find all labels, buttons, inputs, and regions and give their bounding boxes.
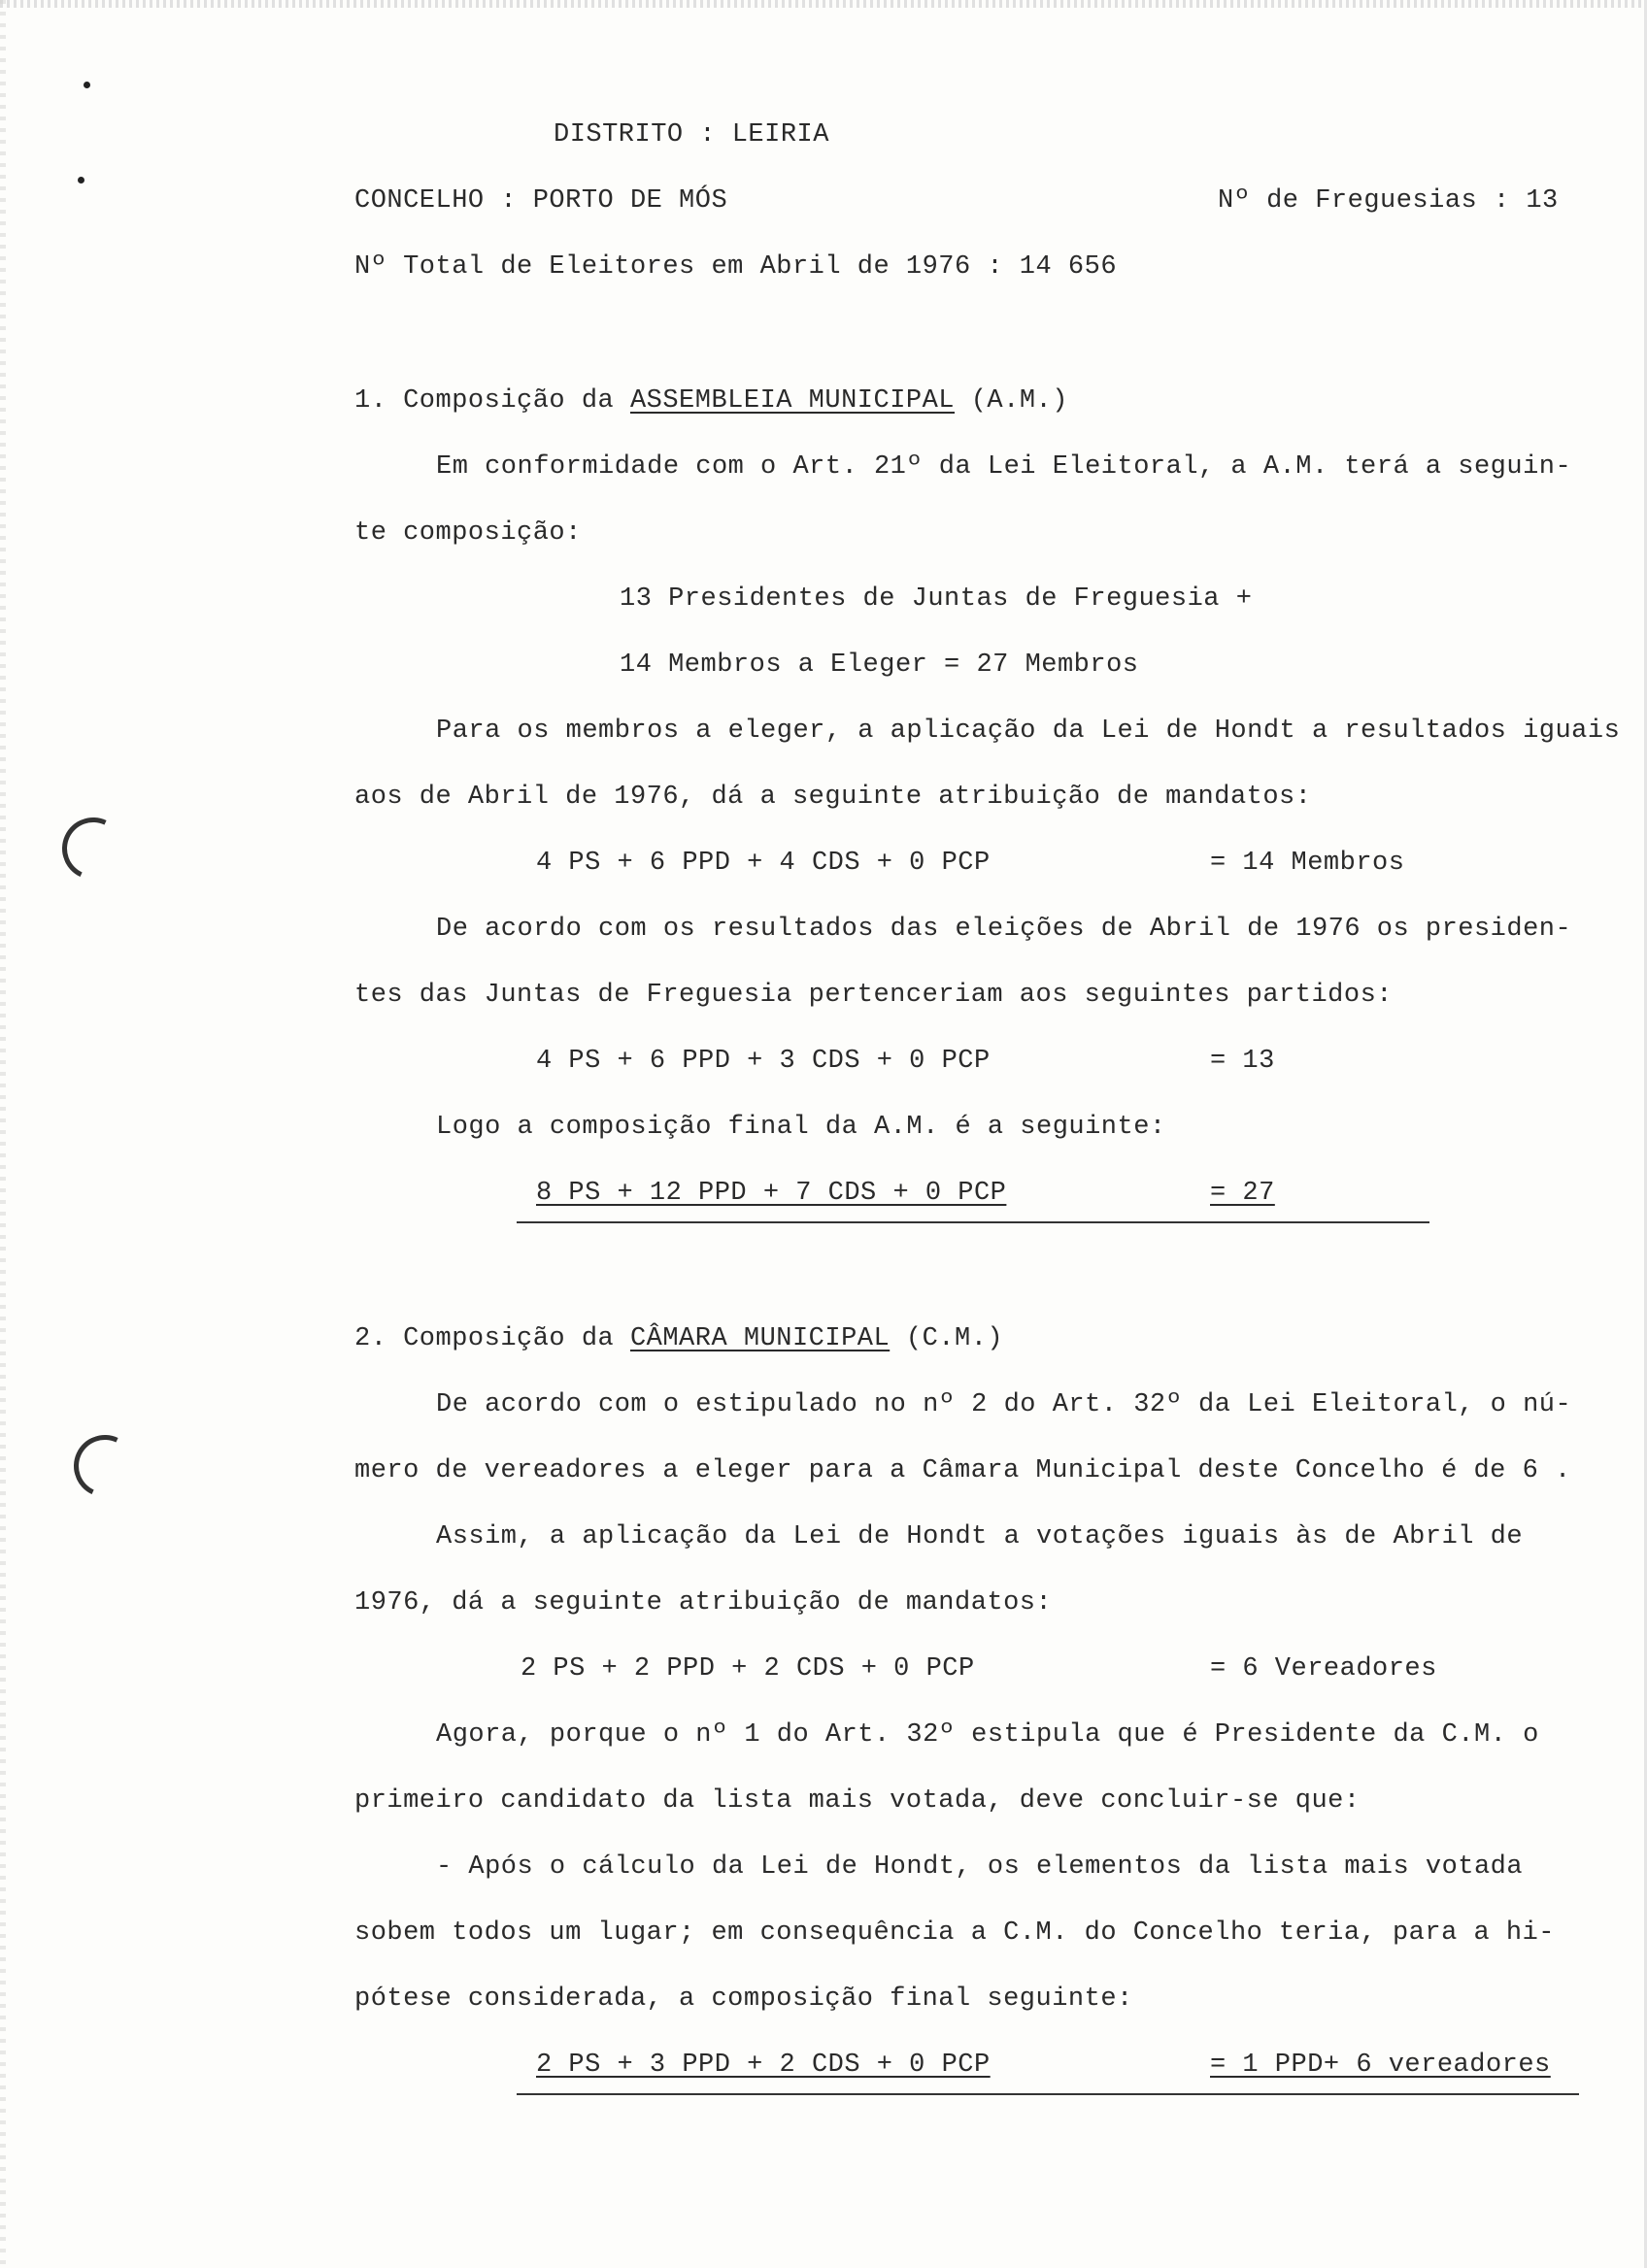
section-2-abbr: (C.M.): [890, 1324, 1004, 1353]
double-underline: [517, 2093, 1579, 2095]
paragraph-line: De acordo com os resultados das eleições de Abril de 1976 os presiden-: [436, 915, 1572, 944]
paragraph-line: aos de Abril de 1976, dá a seguinte atribuição de mandatos:: [354, 783, 1312, 812]
paragraph-line: Em conformidade com o Art. 21º da Lei Eleitoral, a A.M. terá a seguin-: [436, 452, 1572, 482]
section-1-abbr: (A.M.): [955, 386, 1068, 416]
margin-dot: [78, 177, 84, 183]
section-2-title: CÂMARA MUNICIPAL: [629, 1324, 891, 1353]
composition-line: 14 Membros a Eleger = 27 Membros: [620, 650, 1139, 680]
scan-edge-top: [0, 0, 1647, 8]
distrito-line: DISTRITO : LEIRIA: [554, 120, 829, 150]
margin-dot: [84, 82, 90, 88]
paragraph-line: pótese considerada, a composição final seguinte:: [354, 1984, 1133, 2014]
section-1-title: ASSEMBLEIA MUNICIPAL: [629, 386, 956, 416]
paragraph-line: Para os membros a eleger, a aplicação da Lei de Hondt a resultados iguais: [436, 717, 1621, 746]
paragraph-line: te composição:: [354, 518, 582, 548]
composition-line: 13 Presidentes de Juntas de Freguesia +: [620, 584, 1253, 614]
section-1-number: 1. Composição da: [354, 386, 630, 416]
paragraph-line: tes das Juntas de Freguesia pertenceriam aos seguintes partidos:: [354, 981, 1393, 1010]
presidents-result: 4 PS + 6 PPD + 3 CDS + 0 PCP: [536, 1047, 991, 1076]
concelho-line: CONCELHO : PORTO DE MÓS: [354, 186, 728, 216]
presidents-total: = 13: [1210, 1047, 1275, 1076]
freguesias-count: Nº de Freguesias : 13: [1218, 186, 1559, 216]
final-total-cm: = 1 PPD+ 6 vereadores: [1210, 2051, 1551, 2080]
paragraph-line: De acordo com o estipulado no nº 2 do Art. 32º da Lei Eleitoral, o nú-: [436, 1390, 1572, 1419]
section-2-heading: [354, 1324, 1003, 1353]
final-composition-am: 8 PS + 12 PPD + 7 CDS + 0 PCP: [536, 1179, 1007, 1208]
paragraph-line: Agora, porque o nº 1 do Art. 32º estipula que é Presidente da C.M. o: [436, 1720, 1539, 1750]
section-1-heading: [354, 386, 1068, 416]
scan-edge-left: [0, 0, 6, 2268]
paragraph-line: - Após o cálculo da Lei de Hondt, os elementos da lista mais votada: [436, 1852, 1524, 1882]
punch-hole-mark: [65, 1426, 145, 1506]
mandates-total: = 14 Membros: [1210, 849, 1405, 878]
punch-hole-mark: [53, 809, 133, 888]
final-total-am: = 27: [1210, 1179, 1275, 1208]
double-underline: [517, 1221, 1429, 1223]
section-2-number: 2. Composição da: [354, 1324, 630, 1353]
paragraph-line: mero de vereadores a eleger para a Câmara Municipal deste Concelho é de 6 .: [354, 1456, 1571, 1485]
vereadores-total: = 6 Vereadores: [1210, 1654, 1437, 1684]
paragraph-line: primeiro candidato da lista mais votada, deve concluir-se que:: [354, 1786, 1361, 1816]
total-eleitores-line: Nº Total de Eleitores em Abril de 1976 : 14 656: [354, 252, 1118, 282]
vereadores-result: 2 PS + 2 PPD + 2 CDS + 0 PCP: [521, 1654, 975, 1684]
paragraph-line: Logo a composição final da A.M. é a seguinte:: [436, 1113, 1166, 1142]
paragraph-line: 1976, dá a seguinte atribuição de mandatos:: [354, 1588, 1053, 1618]
mandates-result: 4 PS + 6 PPD + 4 CDS + 0 PCP: [536, 849, 991, 878]
final-composition-cm: 2 PS + 3 PPD + 2 CDS + 0 PCP: [536, 2051, 991, 2080]
paragraph-line: sobem todos um lugar; em consequência a C.M. do Concelho teria, para a hi-: [354, 1918, 1555, 1948]
paragraph-line: Assim, a aplicação da Lei de Hondt a votações iguais às de Abril de: [436, 1522, 1524, 1551]
